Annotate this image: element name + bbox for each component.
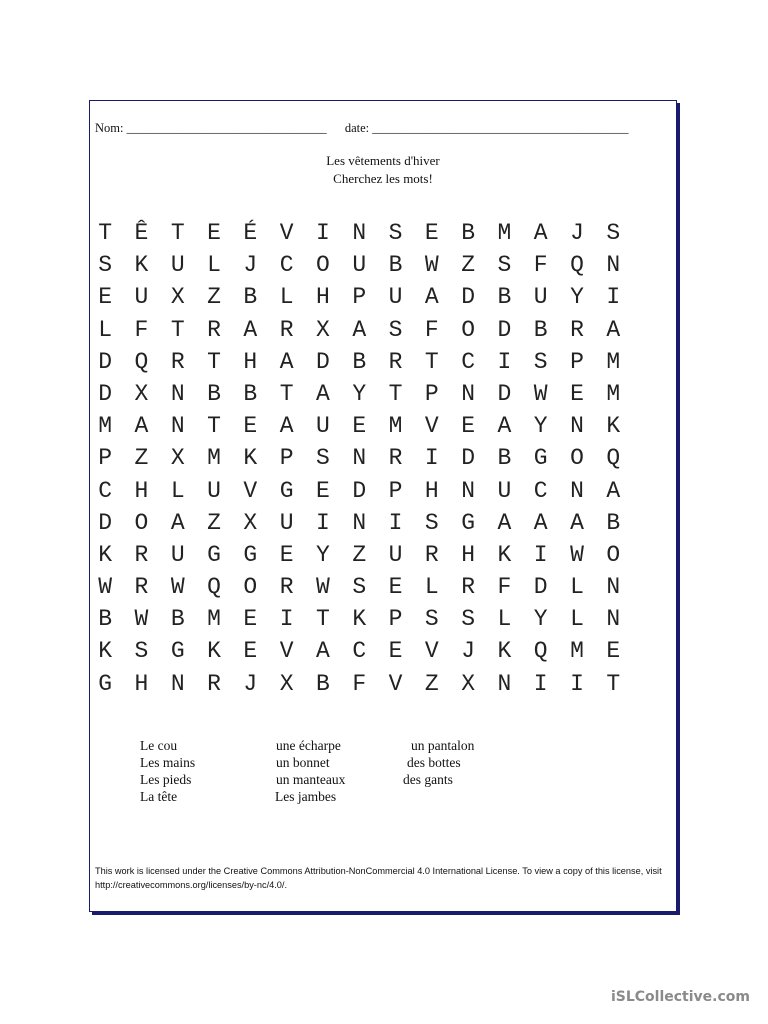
- grid-letter[interactable]: A: [316, 638, 330, 665]
- grid-letter[interactable]: V: [424, 413, 439, 440]
- grid-row: [87, 638, 631, 670]
- grid-letter[interactable]: A: [497, 509, 512, 536]
- word-item: Le cou: [140, 738, 178, 753]
- grid-letter[interactable]: A: [606, 477, 621, 504]
- grid-letter[interactable]: A: [497, 413, 512, 440]
- grid-letter[interactable]: I: [497, 348, 512, 375]
- grid-letter[interactable]: S: [134, 638, 149, 665]
- grid-letter[interactable]: E: [388, 574, 403, 601]
- grid-letter[interactable]: Y: [533, 606, 548, 633]
- grid-row: [87, 413, 631, 445]
- grid-letter[interactable]: T: [170, 220, 185, 246]
- grid-letter[interactable]: U: [352, 252, 367, 279]
- grid-letter[interactable]: V: [243, 477, 258, 504]
- word-item: La tête: [140, 789, 178, 804]
- grid-letter[interactable]: K: [352, 606, 367, 633]
- grid-letter[interactable]: D: [497, 380, 512, 407]
- grid-letter[interactable]: M: [606, 380, 621, 407]
- grid-letter[interactable]: X: [461, 670, 476, 697]
- grid-letter[interactable]: G: [279, 477, 294, 504]
- grid-letter[interactable]: U: [170, 252, 185, 279]
- grid-letter[interactable]: N: [170, 380, 185, 407]
- grid-letter[interactable]: W: [533, 380, 548, 407]
- grid-letter[interactable]: O: [243, 574, 258, 601]
- grid-letter[interactable]: M: [497, 220, 512, 246]
- grid-letter[interactable]: J: [243, 252, 258, 279]
- grid-letter[interactable]: M: [606, 348, 621, 375]
- grid-letter[interactable]: Z: [461, 252, 476, 279]
- grid-letter[interactable]: L: [279, 284, 294, 311]
- grid-letter[interactable]: R: [279, 316, 294, 343]
- grid-letter[interactable]: G: [533, 445, 548, 472]
- grid-letter[interactable]: A: [279, 413, 294, 440]
- grid-letter[interactable]: P: [570, 348, 584, 375]
- grid-letter[interactable]: Q: [134, 348, 149, 375]
- grid-letter[interactable]: S: [533, 348, 548, 375]
- grid-row: [87, 381, 631, 413]
- grid-letter[interactable]: P: [388, 477, 403, 504]
- word-column-2: [276, 737, 345, 805]
- word-item: des gants: [403, 772, 453, 787]
- date-blank: _________________________________________: [372, 121, 629, 135]
- grid-letter[interactable]: R: [279, 574, 294, 601]
- grid-letter[interactable]: E: [388, 638, 403, 665]
- grid-letter[interactable]: E: [243, 638, 258, 665]
- grid-letter[interactable]: R: [134, 541, 149, 568]
- grid-letter[interactable]: V: [424, 638, 439, 665]
- word-item: Les pieds: [140, 772, 192, 787]
- grid-row: [87, 574, 631, 606]
- grid-letter[interactable]: N: [170, 413, 185, 440]
- grid-letter[interactable]: W: [570, 541, 584, 568]
- grid-row: [87, 317, 631, 349]
- grid-letter[interactable]: Y: [316, 541, 330, 568]
- grid-letter[interactable]: R: [388, 348, 403, 375]
- grid-letter[interactable]: O: [570, 445, 584, 472]
- grid-letter[interactable]: D: [98, 509, 113, 536]
- grid-letter[interactable]: F: [134, 316, 149, 343]
- grid-letter[interactable]: N: [606, 574, 621, 601]
- grid-letter[interactable]: E: [424, 220, 439, 246]
- grid-letter[interactable]: A: [606, 316, 621, 343]
- grid-letter[interactable]: C: [352, 638, 367, 665]
- grid-letter[interactable]: F: [497, 574, 512, 601]
- grid-letter[interactable]: U: [207, 477, 221, 504]
- grid-letter[interactable]: S: [461, 606, 476, 633]
- grid-letter[interactable]: R: [207, 316, 221, 343]
- grid-letter[interactable]: I: [533, 670, 548, 697]
- word-item: des bottes: [407, 755, 461, 770]
- grid-letter[interactable]: E: [243, 606, 258, 633]
- grid-letter[interactable]: C: [533, 477, 548, 504]
- grid-letter[interactable]: G: [461, 509, 476, 536]
- grid-letter[interactable]: C: [461, 348, 476, 375]
- word-column-1: [140, 737, 195, 805]
- grid-letter[interactable]: B: [606, 509, 621, 536]
- grid-letter[interactable]: U: [279, 509, 294, 536]
- grid-letter[interactable]: R: [570, 316, 584, 343]
- header-line: [95, 121, 629, 136]
- grid-letter[interactable]: I: [316, 220, 330, 246]
- grid-letter[interactable]: W: [424, 252, 439, 279]
- grid-letter[interactable]: N: [570, 477, 584, 504]
- grid-letter[interactable]: V: [279, 220, 294, 246]
- grid-letter[interactable]: I: [533, 541, 548, 568]
- grid-letter[interactable]: E: [606, 638, 621, 665]
- grid-letter[interactable]: S: [424, 606, 439, 633]
- grid-letter[interactable]: P: [424, 380, 439, 407]
- grid-letter[interactable]: K: [497, 541, 512, 568]
- grid-letter[interactable]: K: [606, 413, 621, 440]
- grid-letter[interactable]: Y: [352, 380, 367, 407]
- grid-letter[interactable]: Y: [533, 413, 548, 440]
- grid-letter[interactable]: M: [388, 413, 403, 440]
- grid-letter[interactable]: O: [606, 541, 621, 568]
- grid-letter[interactable]: Z: [424, 670, 439, 697]
- grid-row: [87, 510, 631, 542]
- grid-letter[interactable]: D: [461, 445, 476, 472]
- grid-letter[interactable]: E: [207, 220, 221, 246]
- grid-letter[interactable]: B: [243, 284, 258, 311]
- grid-row: [87, 252, 631, 284]
- grid-letter[interactable]: X: [170, 445, 185, 472]
- word-item: Les jambes: [275, 789, 337, 804]
- grid-letter[interactable]: E: [570, 380, 584, 407]
- grid-letter[interactable]: Y: [570, 284, 584, 311]
- grid-letter[interactable]: F: [533, 252, 548, 279]
- grid-letter[interactable]: G: [243, 541, 258, 568]
- grid-letter[interactable]: W: [170, 574, 185, 601]
- grid-letter[interactable]: B: [98, 606, 113, 633]
- grid-letter[interactable]: S: [352, 574, 367, 601]
- grid-letter[interactable]: E: [352, 413, 367, 440]
- grid-letter[interactable]: X: [279, 670, 294, 697]
- grid-letter[interactable]: K: [98, 541, 113, 568]
- grid-letter[interactable]: S: [388, 316, 403, 343]
- grid-letter[interactable]: O: [134, 509, 149, 536]
- grid-letter[interactable]: D: [98, 348, 113, 375]
- grid-letter[interactable]: J: [570, 220, 584, 246]
- word-search-grid: [87, 220, 631, 703]
- grid-letter[interactable]: V: [279, 638, 294, 665]
- grid-row: [87, 349, 631, 381]
- grid-letter[interactable]: A: [352, 316, 367, 343]
- grid-letter[interactable]: I: [279, 606, 294, 633]
- grid-letter[interactable]: A: [424, 284, 439, 311]
- grid-row: [87, 220, 631, 252]
- grid-letter[interactable]: H: [461, 541, 476, 568]
- license-notice: This work is licensed under the Creative Commons Attribution-NonCommercial 4.0 International License. To view a copy of this license, visit http://creativecommons.org/licenses/by-nc/4.0/.: [95, 866, 662, 890]
- grid-letter[interactable]: G: [207, 541, 221, 568]
- grid-letter[interactable]: I: [606, 284, 621, 311]
- grid-letter[interactable]: L: [570, 574, 584, 601]
- grid-letter[interactable]: B: [352, 348, 367, 375]
- grid-letter[interactable]: E: [461, 413, 476, 440]
- grid-letter[interactable]: U: [388, 541, 403, 568]
- word-item: un bonnet: [276, 755, 330, 770]
- grid-letter[interactable]: H: [134, 670, 149, 697]
- grid-letter[interactable]: X: [243, 509, 258, 536]
- grid-letter[interactable]: X: [316, 316, 330, 343]
- grid-letter[interactable]: L: [497, 606, 512, 633]
- grid-letter[interactable]: S: [98, 252, 113, 279]
- grid-letter[interactable]: J: [461, 638, 476, 665]
- grid-letter[interactable]: E: [98, 284, 113, 311]
- grid-letter[interactable]: E: [316, 477, 330, 504]
- grid-letter[interactable]: A: [533, 509, 548, 536]
- grid-letter[interactable]: W: [134, 606, 149, 633]
- grid-letter[interactable]: T: [316, 606, 330, 633]
- grid-letter[interactable]: G: [98, 670, 113, 697]
- word-item: un manteaux: [276, 772, 346, 787]
- grid-letter[interactable]: J: [243, 670, 258, 697]
- grid-letter[interactable]: T: [98, 220, 113, 246]
- grid-letter[interactable]: P: [98, 445, 113, 472]
- grid-letter[interactable]: K: [243, 445, 258, 472]
- grid-letter[interactable]: D: [98, 380, 113, 407]
- grid-letter[interactable]: I: [424, 445, 439, 472]
- grid-letter[interactable]: Z: [134, 445, 149, 472]
- grid-letter[interactable]: K: [98, 638, 113, 665]
- grid-letter[interactable]: L: [98, 316, 113, 343]
- grid-letter[interactable]: S: [497, 252, 512, 279]
- grid-letter[interactable]: K: [207, 638, 221, 665]
- grid-letter[interactable]: L: [170, 477, 185, 504]
- word-item: un pantalon: [411, 738, 475, 753]
- grid-letter[interactable]: L: [424, 574, 439, 601]
- worksheet-title: Les vêtements d'hiver: [326, 153, 440, 168]
- grid-letter[interactable]: T: [170, 316, 185, 343]
- grid-letter[interactable]: G: [170, 638, 185, 665]
- date-label: date:: [344, 121, 370, 135]
- grid-letter[interactable]: R: [388, 445, 403, 472]
- grid-letter[interactable]: A: [316, 380, 330, 407]
- grid-letter[interactable]: R: [207, 670, 221, 697]
- grid-letter[interactable]: N: [461, 477, 476, 504]
- grid-letter[interactable]: U: [316, 413, 330, 440]
- grid-letter[interactable]: E: [279, 541, 294, 568]
- grid-letter[interactable]: L: [207, 252, 221, 279]
- grid-letter[interactable]: B: [388, 252, 403, 279]
- grid-letter[interactable]: M: [207, 606, 221, 633]
- grid-letter[interactable]: H: [134, 477, 149, 504]
- grid-letter[interactable]: B: [243, 380, 258, 407]
- grid-letter[interactable]: Z: [207, 509, 221, 536]
- grid-letter[interactable]: W: [98, 574, 113, 601]
- grid-letter[interactable]: M: [98, 413, 113, 440]
- grid-letter[interactable]: U: [497, 477, 512, 504]
- grid-letter[interactable]: R: [134, 574, 149, 601]
- grid-row: [87, 542, 631, 574]
- grid-letter[interactable]: T: [207, 348, 221, 375]
- grid-letter[interactable]: A: [570, 509, 584, 536]
- grid-letter[interactable]: N: [352, 445, 367, 472]
- grid-letter[interactable]: N: [570, 413, 584, 440]
- grid-letter[interactable]: U: [533, 284, 548, 311]
- grid-letter[interactable]: D: [533, 574, 548, 601]
- grid-letter[interactable]: A: [134, 413, 149, 440]
- grid-letter[interactable]: O: [461, 316, 476, 343]
- grid-letter[interactable]: D: [461, 284, 476, 311]
- grid-letter[interactable]: S: [316, 445, 330, 472]
- grid-letter[interactable]: R: [170, 348, 185, 375]
- grid-row: [87, 445, 631, 477]
- grid-letter[interactable]: R: [461, 574, 476, 601]
- grid-letter[interactable]: I: [388, 509, 403, 536]
- grid-letter[interactable]: F: [352, 670, 367, 697]
- grid-letter[interactable]: R: [424, 541, 439, 568]
- grid-letter[interactable]: É: [243, 220, 258, 246]
- grid-letter[interactable]: K: [134, 252, 149, 279]
- grid-letter[interactable]: W: [316, 574, 330, 601]
- grid-letter[interactable]: I: [570, 670, 584, 697]
- grid-letter[interactable]: Z: [207, 284, 221, 311]
- word-item: Les mains: [140, 755, 196, 770]
- grid-letter[interactable]: Q: [606, 445, 621, 472]
- watermark: iSLCollective.com: [610, 989, 750, 1005]
- grid-letter[interactable]: M: [570, 638, 584, 665]
- grid-letter[interactable]: C: [98, 477, 113, 504]
- grid-letter[interactable]: N: [352, 220, 367, 246]
- grid-letter[interactable]: C: [279, 252, 294, 279]
- grid-row: [87, 671, 631, 703]
- grid-letter[interactable]: M: [207, 445, 221, 472]
- grid-row: [87, 284, 631, 316]
- grid-letter[interactable]: H: [424, 477, 439, 504]
- grid-letter[interactable]: X: [134, 380, 149, 407]
- grid-letter[interactable]: S: [388, 220, 403, 246]
- grid-letter[interactable]: B: [170, 606, 185, 633]
- grid-letter[interactable]: D: [497, 316, 512, 343]
- grid-letter[interactable]: A: [279, 348, 294, 375]
- grid-letter[interactable]: H: [243, 348, 258, 375]
- grid-letter[interactable]: T: [207, 413, 221, 440]
- grid-letter[interactable]: Z: [352, 541, 367, 568]
- grid-letter[interactable]: S: [424, 509, 439, 536]
- grid-letter[interactable]: B: [461, 220, 476, 246]
- grid-letter[interactable]: S: [606, 220, 621, 246]
- grid-letter[interactable]: U: [170, 541, 185, 568]
- grid-letter[interactable]: F: [424, 316, 439, 343]
- grid-letter[interactable]: T: [279, 380, 294, 407]
- grid-letter[interactable]: Q: [570, 252, 584, 279]
- grid-letter[interactable]: P: [279, 445, 294, 472]
- grid-letter[interactable]: N: [352, 509, 367, 536]
- grid-letter[interactable]: A: [170, 509, 185, 536]
- grid-letter[interactable]: P: [352, 284, 367, 311]
- name-blank: ________________________________: [126, 121, 327, 135]
- grid-letter[interactable]: A: [533, 220, 548, 246]
- grid-letter[interactable]: T: [424, 348, 439, 375]
- grid-letter[interactable]: X: [170, 284, 185, 311]
- word-column-3: [403, 737, 474, 788]
- grid-letter[interactable]: Q: [533, 638, 548, 665]
- grid-letter[interactable]: N: [461, 380, 476, 407]
- grid-letter[interactable]: B: [316, 670, 330, 697]
- grid-letter[interactable]: Ê: [134, 220, 149, 246]
- grid-letter[interactable]: N: [170, 670, 185, 697]
- name-label: Nom:: [95, 121, 124, 135]
- grid-letter[interactable]: N: [606, 606, 621, 633]
- grid-letter[interactable]: Q: [207, 574, 221, 601]
- grid-letter[interactable]: B: [207, 380, 221, 407]
- grid-letter[interactable]: D: [352, 477, 367, 504]
- grid-letter[interactable]: B: [533, 316, 548, 343]
- grid-letter[interactable]: B: [497, 284, 512, 311]
- grid-letter[interactable]: I: [316, 509, 330, 536]
- grid-letter[interactable]: N: [497, 670, 512, 697]
- grid-letter[interactable]: E: [243, 413, 258, 440]
- grid-row: [87, 478, 631, 510]
- grid-letter[interactable]: K: [497, 638, 512, 665]
- grid-letter[interactable]: V: [388, 670, 403, 697]
- grid-letter[interactable]: D: [316, 348, 330, 375]
- grid-letter[interactable]: A: [243, 316, 258, 343]
- grid-letter[interactable]: O: [316, 252, 330, 279]
- grid-letter[interactable]: U: [134, 284, 149, 311]
- grid-letter[interactable]: T: [388, 380, 403, 407]
- grid-letter[interactable]: H: [316, 284, 330, 311]
- grid-letter[interactable]: N: [606, 252, 621, 279]
- grid-letter[interactable]: U: [388, 284, 403, 311]
- grid-letter[interactable]: P: [388, 606, 403, 633]
- grid-letter[interactable]: L: [570, 606, 584, 633]
- grid-row: [87, 606, 631, 638]
- grid-letter[interactable]: T: [606, 670, 621, 697]
- worksheet-instruction: Cherchez les mots!: [333, 171, 433, 186]
- word-item: une écharpe: [276, 738, 341, 753]
- grid-letter[interactable]: B: [497, 445, 512, 472]
